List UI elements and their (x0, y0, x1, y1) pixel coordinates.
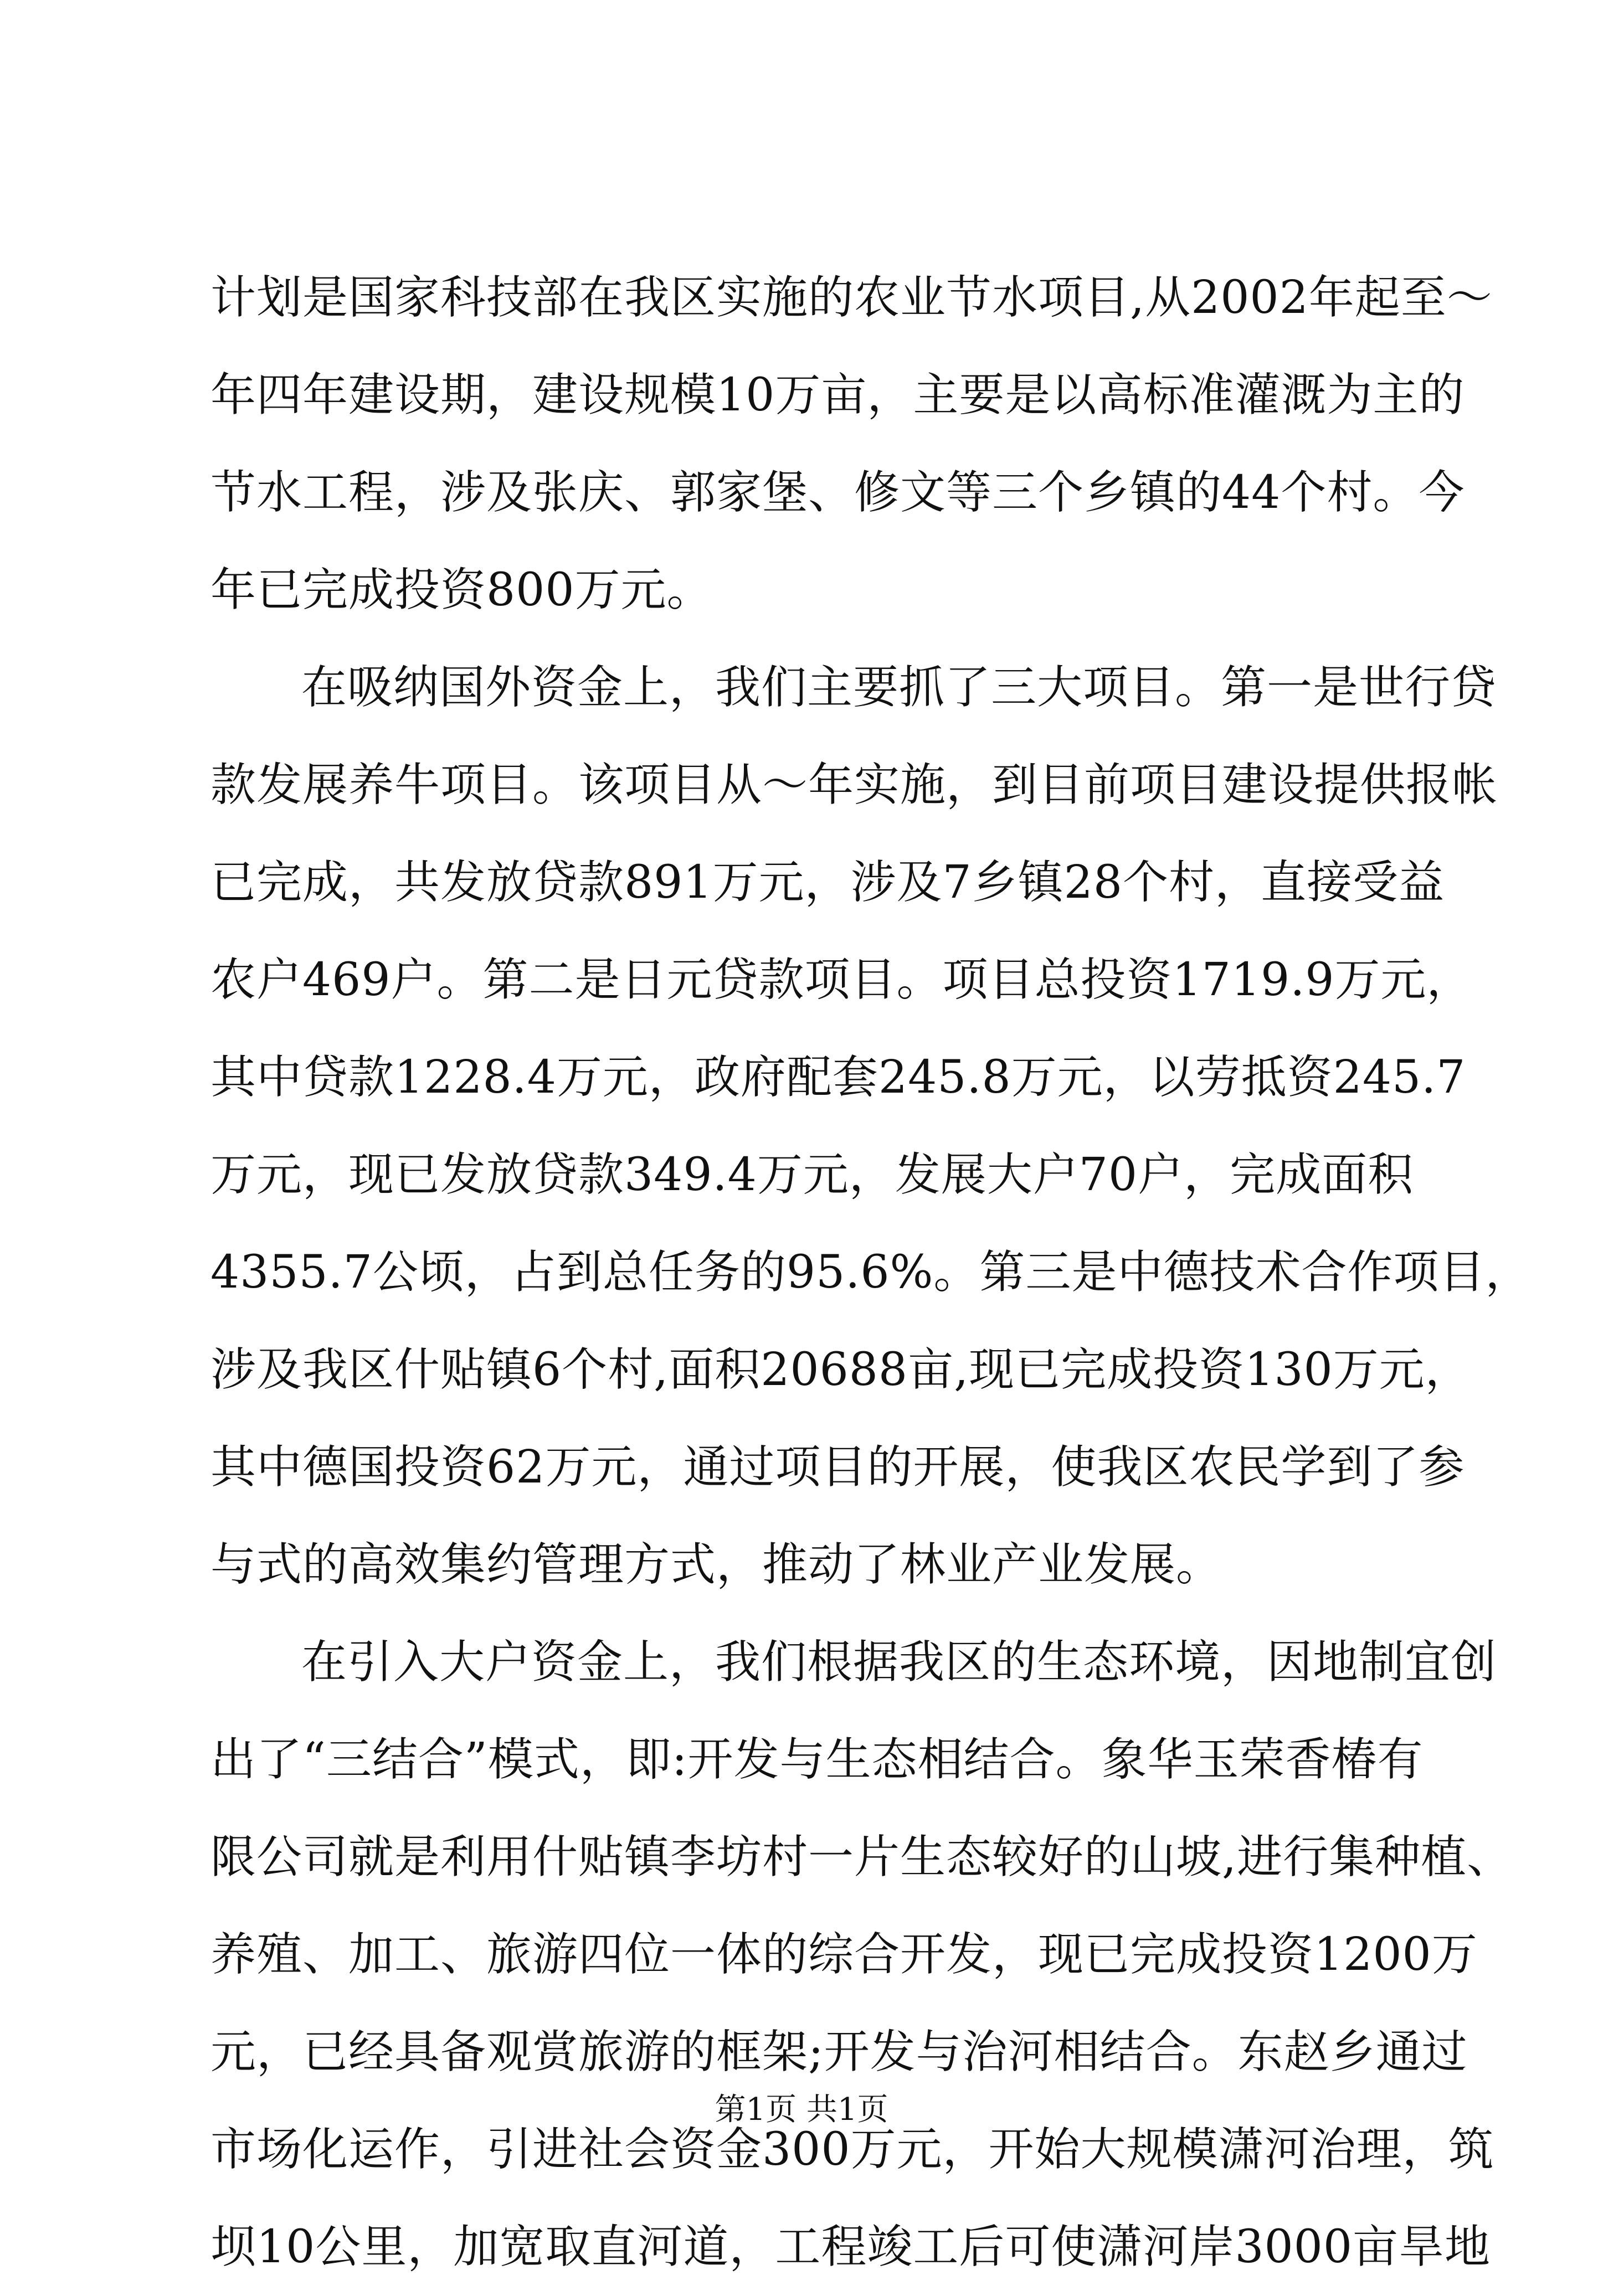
text-line: 款发展养牛项目。该项目从～年实施，到目前项目建设提供报帐 (210, 759, 1498, 811)
text-line: 出了“三结合”模式，即:开发与生态相结合。象华玉荣香椿有 (210, 1733, 1424, 1786)
text-line: 其中贷款1228.4万元，政府配套245.8万元，以劳抵资245.7 (210, 1051, 1466, 1104)
text-line: 年四年建设期，建设规模10万亩，主要是以高标准灌溉为主的 (210, 369, 1465, 421)
text-line: 其中德国投资62万元，通过项目的开展，使我区农民学到了参 (210, 1441, 1465, 1494)
text-line: 市场化运作，引进社会资金300万元，开始大规模潇河治理，筑 (210, 2123, 1494, 2176)
text-line: 已完成，共发放贷款891万元，涉及7乡镇28个村，直接受益 (210, 856, 1445, 909)
text-line: 限公司就是利用什贴镇李坊村一片生态较好的山坡,进行集种植、 (210, 1831, 1513, 1883)
text-line: 计划是国家科技部在我区实施的农业节水项目,从2002年起至～ (210, 271, 1493, 324)
text-line: 万元，现已发放贷款349.4万元，发展大户70户，完成面积 (210, 1149, 1414, 1201)
text-line: 坝10公里，加宽取直河道，工程竣工后可使潇河岸3000亩旱地 (210, 2221, 1491, 2273)
text-line: 节水工程，涉及张庆、郭家堡、修文等三个乡镇的44个村。今 (210, 466, 1465, 519)
text-line: 4355.7公顷，占到总任务的95.6%。第三是中德技术合作项目， (210, 1246, 1532, 1299)
document-body (210, 249, 1532, 2296)
paragraph-start-line: 在吸纳国外资金上，我们主要抓了三大项目。第一是世行贷 (301, 661, 1497, 714)
text-line: 涉及我区什贴镇6个村,面积20688亩,现已完成投资130万元， (210, 1343, 1471, 1396)
text-line: 养殖、加工、旅游四位一体的综合开发，现已完成投资1200万 (210, 1928, 1478, 1981)
page-number-label: 第1页 共1页 (715, 2092, 888, 2128)
text-line: 年已完成投资800万元。 (210, 564, 713, 616)
page-footer (0, 2088, 1603, 2132)
text-line: 元，已经具备观赏旅游的框架;开发与治河相结合。东赵乡通过 (210, 2026, 1468, 2078)
text-line: 与式的高效集约管理方式，推动了林业产业发展。 (210, 1538, 1222, 1591)
text-line: 农户469户。第二是日元贷款项目。项目总投资1719.9万元， (210, 954, 1473, 1006)
paragraph-start-line: 在引入大户资金上，我们根据我区的生态环境，因地制宜创 (301, 1636, 1497, 1688)
